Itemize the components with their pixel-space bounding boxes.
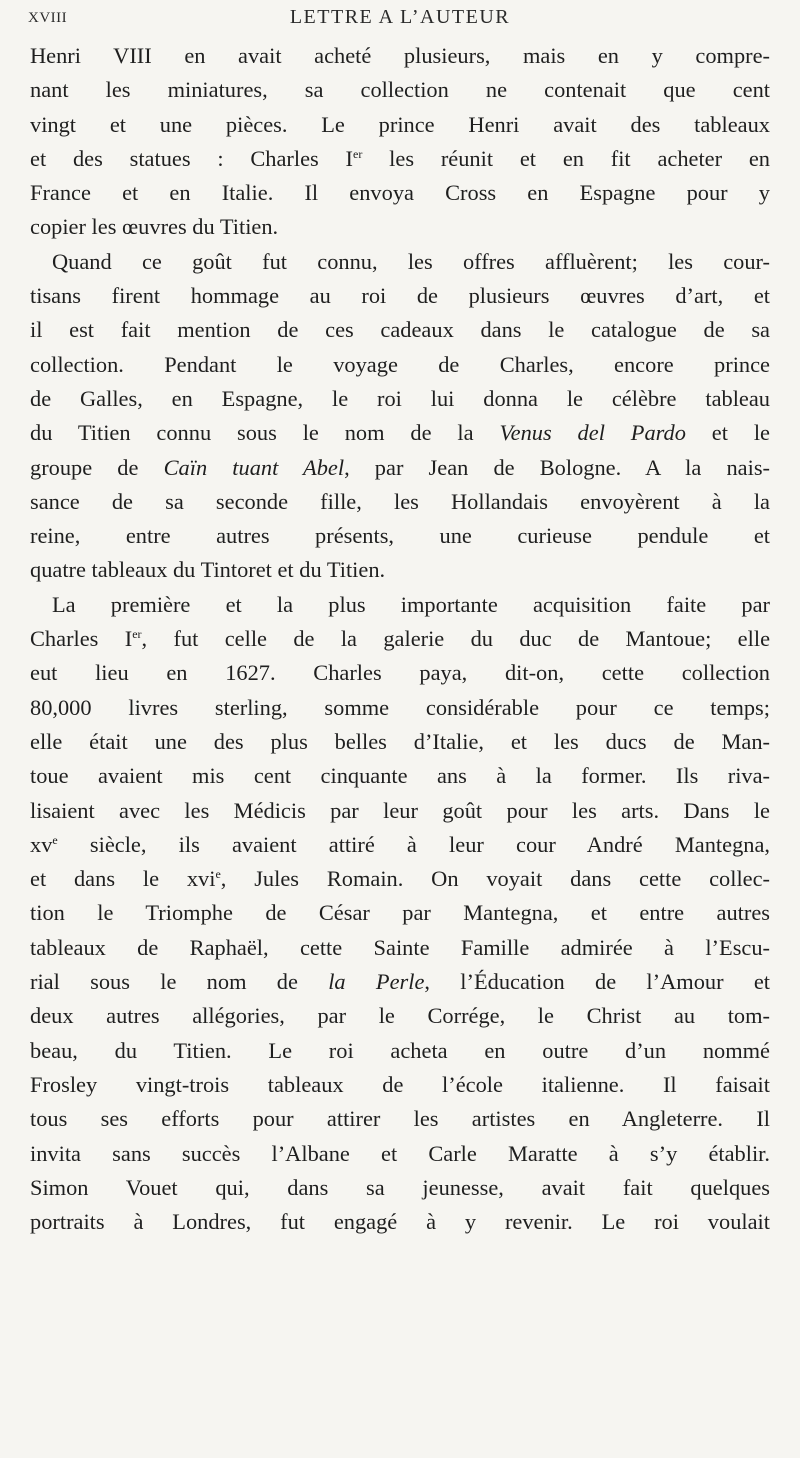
paragraph-start: Quand ce goût fut connu, les offres affluèrent; les cour- bbox=[52, 248, 770, 274]
text-line: et dans le xvi$^e$, Jules Romain. On voyait dans cette collec- bbox=[30, 866, 771, 892]
text-line: Henri VIII en avait acheté plusieurs, mais en y compre- bbox=[30, 43, 770, 68]
text-line: Charles Ier, fut celle de la galerie du duc de Mantoue; elle bbox=[30, 626, 771, 652]
text-line: tion le Triomphe de César par Mantegna, et entre autres bbox=[30, 900, 770, 926]
page-header bbox=[28, 4, 772, 34]
text-line: vingt et une pièces. Le prince Henri avait des tableaux bbox=[30, 111, 770, 137]
text-line: portraits à Londres, fut engagé à y revenir. Le roi voulait bbox=[30, 1209, 770, 1235]
text-line: deux autres allégories, par le Corrége, le Christ au tom- bbox=[30, 1003, 770, 1029]
running-title: LETTRE A L’AUTEUR bbox=[289, 6, 511, 28]
text-line: Simon Vouet qui, dans sa jeunesse, avait fait quelques bbox=[30, 1174, 770, 1200]
text-line: collection. Pendant le voyage de Charles, encore prince bbox=[30, 351, 770, 377]
text-line: invita sans succès l’Albane et Carle Maratte à s’y établir. bbox=[30, 1140, 770, 1166]
text-line: tableaux de Raphaël, cette Sainte Famille admirée à l’Escu- bbox=[30, 934, 770, 960]
text-line: quatre tableaux du Tintoret et du Titien. bbox=[30, 557, 386, 583]
text-line: sance de sa seconde fille, les Hollandais envoyèrent à la bbox=[30, 488, 770, 514]
text-line: 80,000 livres sterling, somme considérable pour ce temps; bbox=[30, 694, 770, 720]
text-line: nant les miniatures, sa collection ne contenait que cent bbox=[30, 77, 770, 103]
artwork-title: Venus del Pardo bbox=[499, 420, 686, 446]
text-line: il est fait mention de ces cadeaux dans le catalogue de sa bbox=[30, 317, 770, 343]
text-line: France et en Italie. Il envoya Cross en Espagne pour y bbox=[30, 180, 770, 206]
text-line: et des statues : Charles Ier les réunit et en fit acheter en bbox=[30, 145, 771, 171]
text-line: du Titien connu sous le nom de la Venus del Pardo et le bbox=[30, 420, 771, 446]
text-line: $xv^e$ siècle, ils avaient attiré à leur cour André Mantegna, bbox=[30, 831, 770, 857]
text-line: de Galles, en Espagne, le roi lui donna le célèbre tableau bbox=[30, 385, 770, 411]
page-number: XVIII bbox=[28, 10, 68, 26]
artwork-title: Caïn tuant Abel bbox=[163, 454, 345, 480]
paragraph-start: La première et la plus importante acquisition faite par bbox=[52, 591, 770, 617]
text-line: toue avaient mis cent cinquante ans à la former. Ils riva- bbox=[30, 763, 770, 789]
text-line: groupe de Caïn tuant Abel, par Jean de Bologne. A la nais- bbox=[30, 454, 770, 480]
text-line: eut lieu en 1627. Charles paya, dit-on, cette collection bbox=[30, 660, 770, 686]
artwork-title: la Perle bbox=[328, 969, 425, 995]
text-line: lisaient avec les Médicis par leur goût pour les arts. Dans le bbox=[30, 797, 770, 823]
text-line: beau, du Titien. Le roi acheta en outre d’un nommé bbox=[30, 1037, 770, 1063]
text-line: reine, entre autres présents, une curieuse pendule et bbox=[30, 523, 770, 549]
text-line: tisans firent hommage au roi de plusieurs œuvres d’art, et bbox=[30, 283, 770, 309]
text-line: copier les œuvres du Titien. bbox=[30, 214, 279, 240]
text-line: Frosley vingt-trois tableaux de l’école italienne. Il faisait bbox=[30, 1071, 770, 1097]
text-line: tous ses efforts pour attirer les artistes en Angleterre. Il bbox=[30, 1106, 770, 1132]
body-text bbox=[30, 39, 770, 1239]
text-line: elle était une des plus belles d’Italie, et les ducs de Man- bbox=[30, 728, 770, 754]
text-line: rial sous le nom de la Perle, l’Éducation de l’Amour et bbox=[30, 969, 770, 995]
